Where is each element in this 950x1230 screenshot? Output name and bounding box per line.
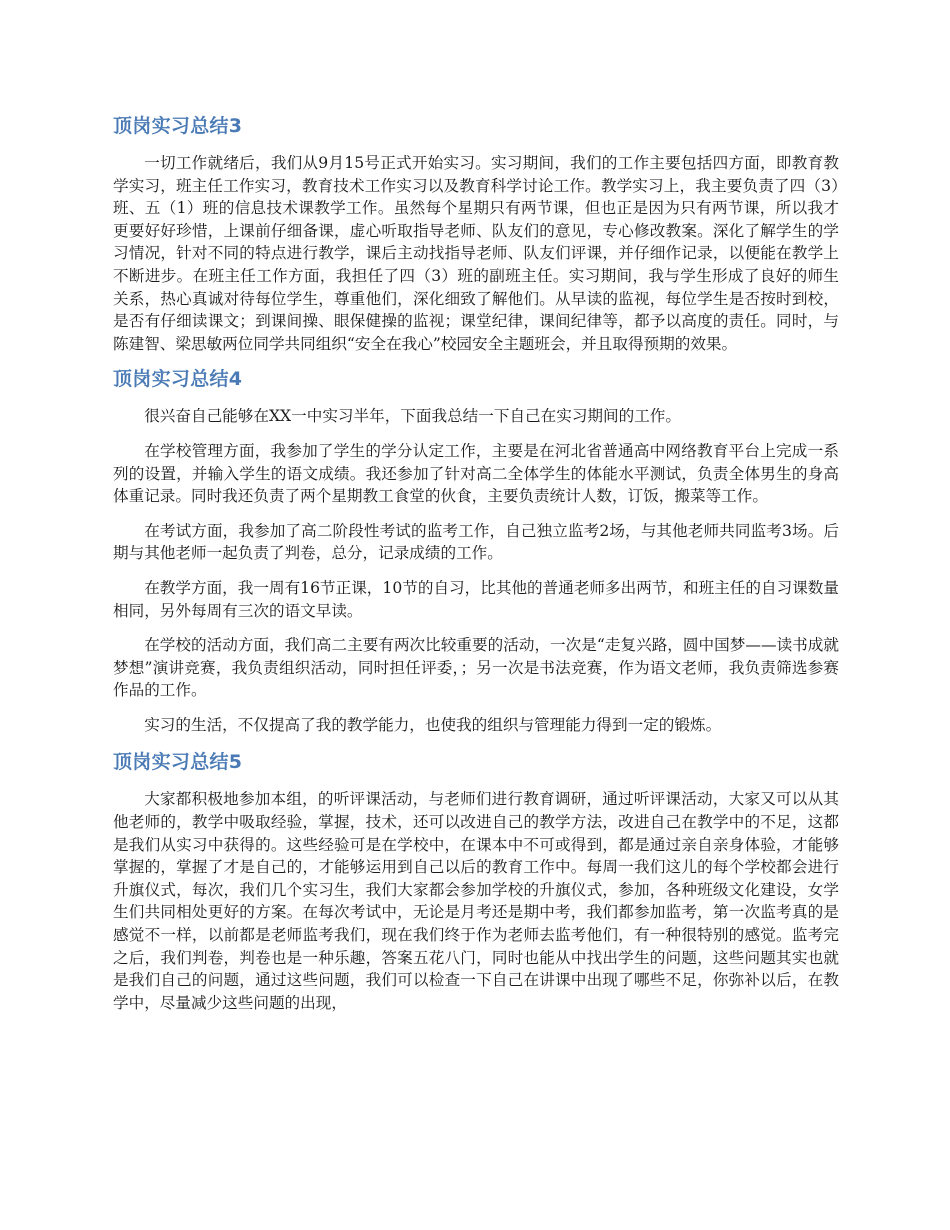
paragraph: 大家都积极地参加本组，的听评课活动，与老师们进行教育调研，通过听评课活动，大家又可以从其他老师的，教学中吸取经验，掌握，技术，还可以改进自己的教学方法，改进自己在教学中的不足，这都是我们从实习中获得的。这些经验可是在学校中，在课本中不可或得到，都是通过亲自亲身体验，才能够掌握的，掌握了才是自己的，才能够运用到自己以后的教育工作中。每周一我们这儿的每个学校都会进行升旗仪式，每次，我们几个实习生，我们大家都会参加学校的升旗仪式，参加，各种班级文化建设，女学生们共同相处更好的方案。在每次考试中，无论是月考还是期中考，我们都参加监考，第一次监考真的是感觉不一样，以前都是老师监考我们，现在我们终于作为老师去监考他们，有一种很特别的感觉。监考完之后，我们判卷，判卷也是一种乐趣，答案五花八门，同时也能从中找出学生的问题，这些问题其实也就是我们自己的问题，通过这些问题，我们可以检查一下自己在讲课中出现了哪些不足，你弥补以后，在教学中，尽量减少这些问题的出现，: [113, 790, 839, 1012]
paragraph: 在学校的活动方面，我们高二主要有两次比较重要的活动，一次是“走复兴路，圆中国梦——读书成就梦想”演讲竞赛，我负责组织活动，同时担任评委，；另一次是书法竞赛，作为语文老师，我负责筛选参赛作品的工作。: [113, 636, 839, 700]
section-internship-summary-5: [113, 748, 839, 1014]
paragraph: 在考试方面，我参加了高二阶段性考试的监考工作，自己独立监考2场，与其他老师共同监考3场。后期与其他老师一起负责了判卷，总分，记录成绩的工作。: [113, 521, 839, 563]
paragraph: 实习的生活，不仅提高了我的教学能力，也使我的组织与管理能力得到一定的锻炼。: [144, 715, 722, 734]
paragraph: 在教学方面，我一周有16节正课，10节的自习，比其他的普通老师多出两节，和班主任的自习课数量相同，另外每周有三次的语文早读。: [113, 578, 839, 620]
section-heading: 顶岗实习总结3: [113, 115, 243, 137]
section-internship-summary-3: [113, 112, 839, 355]
paragraph: 在学校管理方面，我参加了学生的学分认定工作，主要是在河北省普通高中网络教育平台上完成一系列的设置，并输入学生的语文成绩。我还参加了针对高二全体学生的体能水平测试，负责全体男生的身高体重记录。同时我还负责了两个星期教工食堂的伙食，主要负责统计人数，订饭，搬菜等工作。: [113, 441, 839, 506]
paragraph: 很兴奋自己能够在XX一中实习半年，下面我总结一下自己在实习期间的工作。: [144, 407, 681, 426]
section-internship-summary-4: [113, 365, 839, 736]
paragraph: 一切工作就绪后，我们从9月15号正式开始实习。实习期间，我们的工作主要包括四方面，即教育教学实习，班主任工作实习，教育技术工作实习以及教育科学讨论工作。教学实习上，我主要负责了四（3）班、五（1）班的信息技术课教学工作。虽然每个星期只有两节课，但也正是因为只有两节课，所以我才更要好好珍惜，上课前仔细备课，虚心听取指导老师、队友们的意见，专心修改教案。深化了解学生的学习情况，针对不同的特点进行教学，课后主动找指导老师、队友们评课，并仔细作记录，以便能在教学上不断进步。在班主任工作方面，我担任了四（3）班的副班主任。实习期间，我与学生形成了良好的师生关系，热心真诚对待每位学生，尊重他们，深化细致了解他们。从早读的监视，每位学生是否按时到校，是否有仔细读课文；到课间操、眼保健操的监视；课堂纪律，课间纪律等，都予以高度的责任。同时，与陈建智、梁思敏两位同学共同组织“安全在我心”校园安全主题班会，并且取得预期的效果。: [113, 154, 839, 353]
section-heading: 顶岗实习总结5: [113, 751, 243, 774]
section-heading: 顶岗实习总结4: [113, 368, 243, 391]
document-page: [113, 112, 839, 1026]
